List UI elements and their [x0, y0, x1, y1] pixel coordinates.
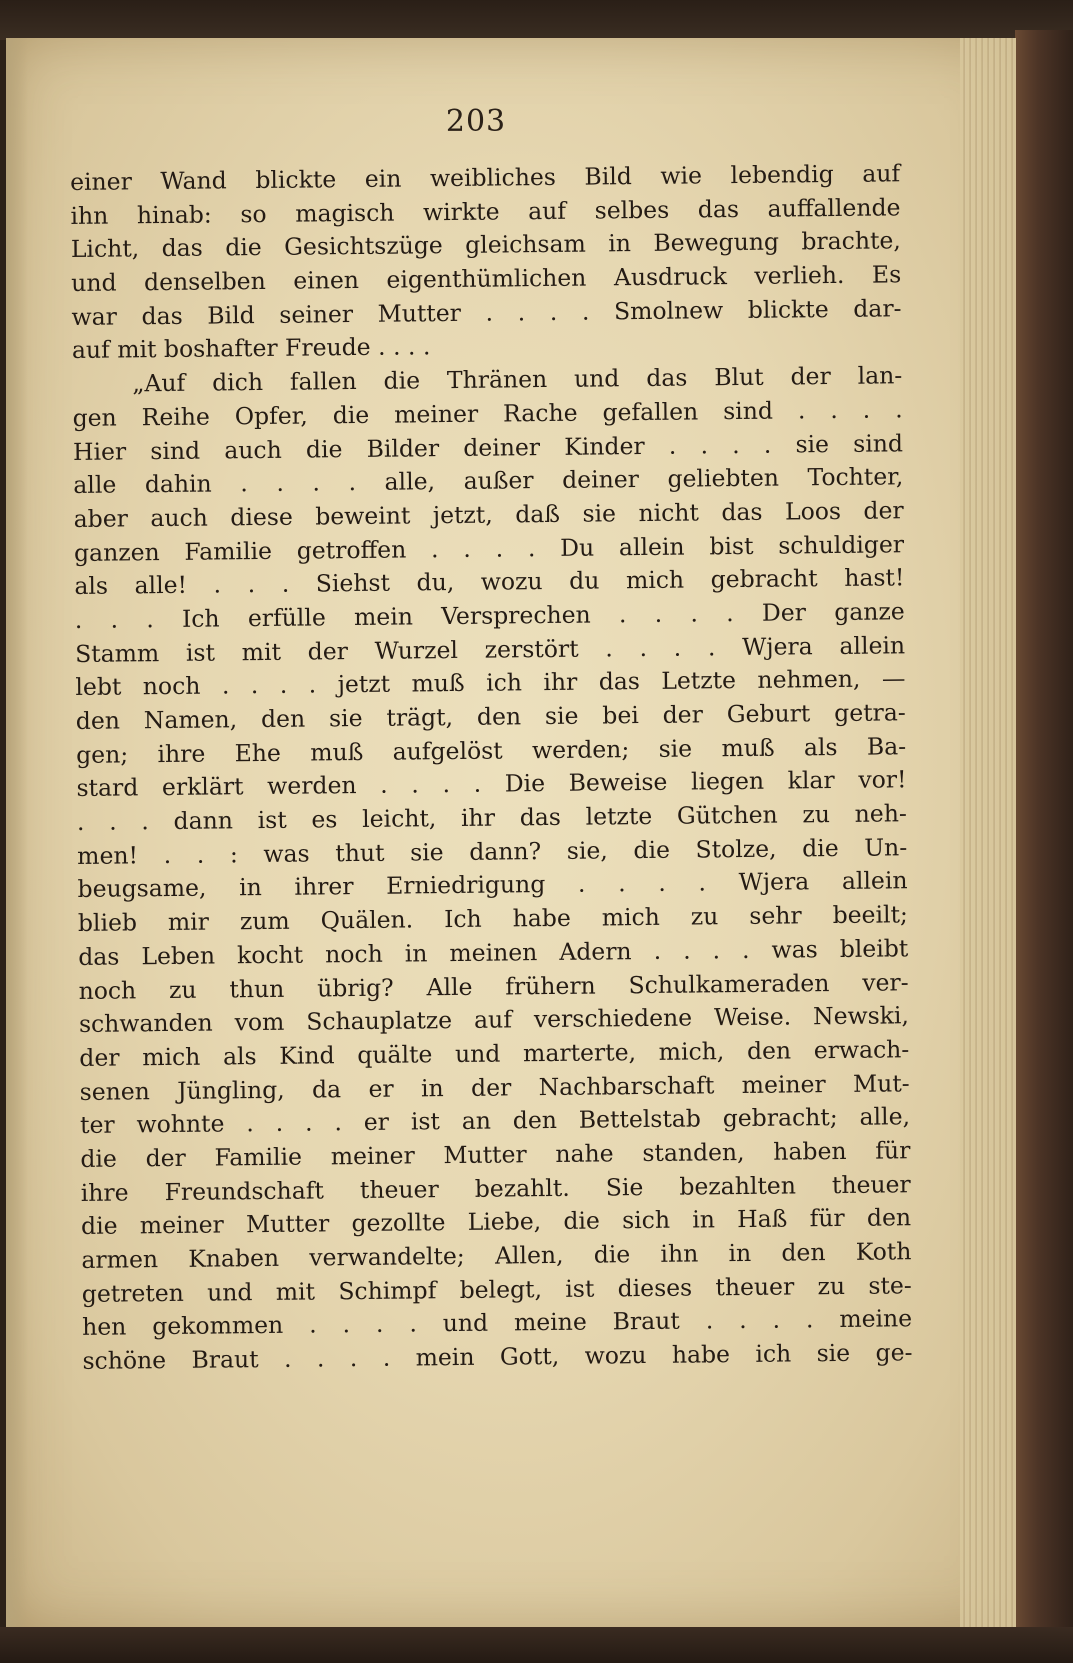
page-gutter	[6, 38, 28, 1628]
text-line: einer Wand blickte ein weibliches Bild wie lebendig auf	[70, 159, 901, 196]
text-line: ganzen Familie getroffen . . . . Du allein bist schuldiger	[73, 529, 905, 567]
text-line: men! . . : was thut sie dann? sie, die Stolze, die Un-	[77, 833, 908, 870]
page-number: 203	[445, 104, 507, 139]
text-line: die meiner Mutter gezollte Liebe, die sich in Haß für den	[80, 1203, 912, 1241]
text-line: war das Bild seiner Mutter . . . . Smolnew blickte dar-	[71, 294, 902, 331]
page-edges	[960, 38, 1016, 1628]
text-line: den Namen, den sie trägt, den sie bei der Geburt getra-	[75, 698, 906, 735]
text-line: hen gekommen . . . . und meine Braut . . . . meine	[82, 1304, 913, 1342]
text-line: auf mit boshafter Freude . . . .	[71, 332, 431, 365]
text-line: noch zu thun übrig? Alle frühern Schulkameraden ver-	[78, 967, 909, 1005]
text-line: Licht, das die Gesichtszüge gleichsam in Bewegung brachte,	[70, 226, 901, 264]
text-line: armen Knaben verwandelte; Allen, die ihn in den Koth	[81, 1237, 912, 1274]
book-cover-edge	[1015, 30, 1073, 1640]
text-line: Hier sind auch die Bilder deiner Kinder . . . . sie sind	[72, 428, 904, 466]
text-line: gen; ihre Ehe muß aufgelöst werden; sie muß als Ba-	[76, 731, 907, 769]
text-line: und denselben einen eigenthümlichen Ausdruck verlieh. Es	[71, 260, 902, 298]
text-line: die der Familie meiner Mutter nahe standen, haben für	[80, 1136, 911, 1173]
text-line: stard erklärt werden . . . . Die Beweise liegen klar vor!	[76, 765, 907, 803]
text-line: „Auf dich fallen die Thränen und das Blut der lan-	[132, 361, 903, 398]
text-line: lebt noch . . . . jetzt muß ich ihr das Letzte nehmen, —	[75, 664, 906, 702]
text-line: als alle! . . . Siehst du, wozu du mich gebracht hast!	[74, 563, 905, 601]
text-line: senen Jüngling, da er in der Nachbarschaft meiner Mut-	[79, 1068, 910, 1106]
text-line: der mich als Kind quälte und marterte, mich, den erwach-	[79, 1035, 910, 1072]
text-line: ihn hinab: so magisch wirkte auf selbes das auffallende	[70, 192, 901, 230]
text-line: aber auch diese beweint jetzt, daß sie nicht das Loos der	[73, 496, 904, 533]
text-line: schwanden vom Schauplatze auf verschiedene Weise. Newski,	[78, 1001, 910, 1039]
text-line: alle dahin . . . . alle, außer deiner geliebten Tochter,	[73, 462, 904, 500]
book-page	[6, 38, 1016, 1628]
book-cover-top	[0, 0, 1073, 40]
text-line: blieb mir zum Quälen. Ich habe mich zu sehr beeilt;	[77, 900, 909, 938]
text-line: das Leben kocht noch in meinen Adern . . . . was bleibt	[78, 934, 909, 971]
text-line: Stamm ist mit der Wurzel zerstört . . . . Wjera allein	[74, 630, 906, 668]
text-line: . . . Ich erfülle mein Versprechen . . . . Der ganze	[74, 597, 905, 634]
text-line: gen Reihe Opfer, die meiner Rache gefallen sind . . . .	[72, 395, 903, 432]
body-text	[70, 157, 913, 1378]
text-line: ihre Freundschaft theuer bezahlt. Sie bezahlten theuer	[80, 1169, 911, 1207]
text-line: ter wohnte . . . . er ist an den Bettelstab gebracht; alle,	[79, 1102, 911, 1140]
text-line: schöne Braut . . . . mein Gott, wozu habe ich sie ge-	[82, 1338, 913, 1375]
text-line: getreten und mit Schimpf belegt, ist dieses theuer zu ste-	[81, 1270, 912, 1308]
text-line: beugsame, in ihrer Erniedrigung . . . . Wjera allein	[77, 866, 908, 904]
text-line: . . . dann ist es leicht, ihr das letzte Gütchen zu neh-	[76, 799, 907, 837]
book-cover-bottom	[0, 1627, 1073, 1663]
